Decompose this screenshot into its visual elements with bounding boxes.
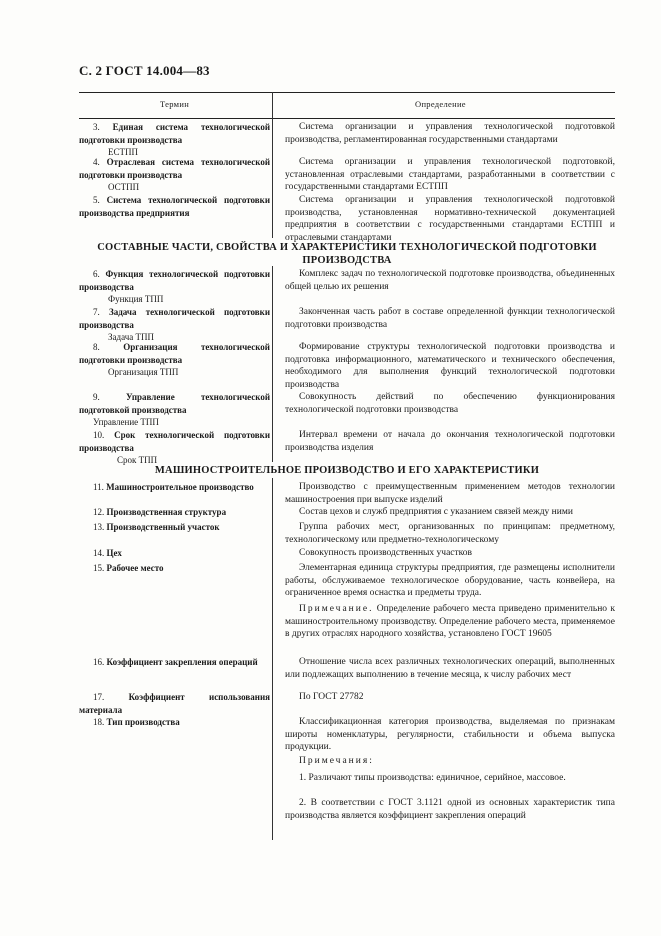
table-row-term: 7. Задача технологической подготовки производства Задача ТПП [79, 307, 270, 342]
table-row-definition: По ГОСТ 27782 [299, 692, 364, 702]
table-header-rule [79, 118, 615, 119]
table-row-definition: Система организации и управления технологической подготовкой, установленная отраслевыми стандартами, разработанными в соответствии с государственными стандартами ЕСТПП [285, 157, 615, 192]
note-item: 1. Различают типы производства: единичное, серийное, массовое. [299, 773, 566, 783]
table-row-definition: Элементарная единица структуры предприятия, где размещены исполнители работы, обслуживаемое технологическое оборудование, часть конвейера, на ограниченное время оснастка и предметы труда. [285, 563, 615, 598]
table-row-term: 17. Коэффициент использования материала [79, 692, 270, 715]
table-row-definition: Законченная часть работ в составе определенной функции технологической подготовки производства [285, 307, 615, 330]
table-row-definition: Совокупность действий по обеспечению функционирования технологической подготовки производства [285, 392, 615, 415]
table-row-term: 16. Коэффициент закрепления операций [93, 657, 258, 667]
table-row-definition: Классификационная категория производства, выделяемая по признакам широты номенклатуры, регулярности, стабильности и объема выпуска продукции. [285, 717, 615, 752]
table-row-definition: Интервал времени от начала до окончания технологической подготовки производства изделия [285, 430, 615, 453]
table-row-term: 9. Управление технологической подготовкой производства Управление ТПП [79, 392, 271, 427]
table-row-definition: Отношение числа всех различных технологических операций, выполненных или подлежащих выполнению в течение месяца, к числу рабочих мест [285, 657, 615, 680]
table-row-term: 5. Система технологической подготовки производства предприятия [79, 195, 271, 218]
table-row-term: 14. Цех [93, 548, 122, 558]
table-row-definition: Группа рабочих мест, организованных по принципам: предметному, технологическому или предметно-технологическому [285, 522, 615, 545]
table-row-definition: Формирование структуры технологической подготовки производства и подготовка информационного, математического и технического обеспечения, необходимого для выполнения функций технологической подготовки производства [285, 342, 615, 390]
table-row-term: 4. Отраслевая система технологической подготовки производства ОСТПП [79, 157, 271, 192]
table-row-term: 6. Функция технологической подготовки производства Функция ТПП [79, 269, 270, 304]
table-top-rule [79, 92, 615, 93]
table-row-definition: Совокупность производственных участков [299, 548, 473, 558]
table-row-term: 11. Машиностроительное производство [93, 482, 254, 492]
table-row-definition: Производство с преимущественным применением методов технологии машиностроения при выпуске изделий [285, 482, 615, 505]
column-divider-header [272, 92, 273, 118]
note-label: Примечание. [299, 604, 374, 614]
section-heading: МАШИНОСТРОИТЕЛЬНОЕ ПРОИЗВОДСТВО И ЕГО ХАРАКТЕРИСТИКИ [154, 465, 540, 476]
table-row-definition: Система организации и управления технологической подготовкой производства, регламентированная государственными стандартами [285, 122, 615, 145]
table-row-term: 10. Срок технологической подготовки производства Срок ТПП [79, 430, 270, 465]
table-row-term: 12. Производственная структура [93, 507, 227, 517]
table-row-definition: Комплекс задач по технологической подготовке производства, объединенных общей целью их решения [285, 269, 615, 292]
table-row-definition: Система организации и управления технологической подготовкой производства, установленная нормативно-технической документацией предприятия в соответствии с государственными стандартами ЕСТПП и отраслевыми стандартами [285, 195, 615, 243]
table-row-definition: Состав цехов и служб предприятия с указанием связей между ними [299, 507, 573, 517]
table-row-term: 3. Единая система технологической подготовки производства ЕСТПП [79, 122, 271, 157]
note-item: 2. В соответствии с ГОСТ 3.1121 одной из основных характеристик типа производства является коэффициент закрепления операций [285, 798, 615, 821]
column-divider-body-2 [272, 266, 273, 462]
notes-label: Примечания: [299, 756, 374, 766]
table-row-term: 18. Тип производства [93, 717, 180, 727]
column-divider-body-1 [272, 118, 273, 238]
section-heading: СОСТАВНЫЕ ЧАСТИ, СВОЙСТВА И ХАРАКТЕРИСТИКИ ТЕХНОЛОГИЧЕСКОЙ ПОДГОТОВКИ ПРОИЗВОДСТВА [97, 242, 597, 266]
note-paragraph: Примечание. Определение рабочего места приведено применительно к машиностроительному производству. Определение рабочего места, применяемое в других отраслях народного хозяйства, установлено ГОСТ 19605 [285, 604, 615, 639]
column-divider-body-3 [272, 478, 273, 840]
column-header-definition: Определение [415, 99, 466, 109]
table-row-term: 8. Организация технологической подготовки производства Организация ТПП [79, 342, 270, 377]
table-row-term: 13. Производственный участок [93, 522, 220, 532]
page-title: С. 2 ГОСТ 14.004—83 [79, 63, 210, 78]
column-header-term: Термин [160, 99, 190, 109]
table-row-term: 15. Рабочее место [93, 563, 164, 573]
